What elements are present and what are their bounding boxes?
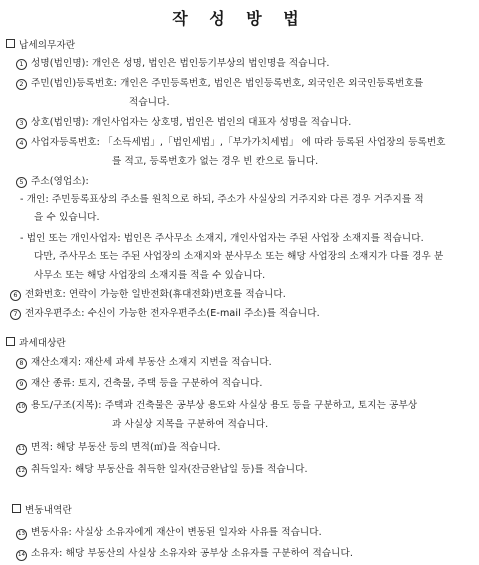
list-item: 9 재산 종류: 토지, 건축물, 주택 등을 구분하여 적습니다. <box>16 377 263 390</box>
circled-number: 6 <box>10 290 21 301</box>
section-heading-taxpayer: 납세의무자란 <box>6 39 75 52</box>
list-item: 2 주민(법인)등록번호: 개인은 주민등록번호, 법인은 법인등록번호, 외국인은 외국인등록번호를 <box>16 77 423 90</box>
circled-number: 7 <box>10 309 21 320</box>
list-item: 7 전자우편주소: 수신이 가능한 전자우편주소(E-mail 주소)를 적습니다. <box>10 307 320 320</box>
checkbox-square-icon <box>6 337 15 346</box>
circled-number: 4 <box>16 138 27 149</box>
list-item: 11 면적: 해당 부동산 등의 면적(㎡)을 적습니다. <box>18 442 221 453</box>
list-item-continuation: 적습니다. <box>129 97 170 108</box>
list-item: 14 소유자: 해당 부동산의 사실상 소유자와 공부상 소유자를 구분하여 적습니다. <box>18 548 354 559</box>
list-item: 6 전화번호: 연락이 가능한 일반전화(휴대전화)번호를 적습니다. <box>10 288 286 301</box>
page-title: 작 성 방 법 <box>172 9 307 28</box>
circled-number: 14 <box>16 550 27 561</box>
sub-item-continuation: 다만, 주사무소 또는 주된 사업장의 소재지와 분사무소 또는 해당 사업장의 소재지가 다를 경우 분 <box>34 251 444 262</box>
sub-item-corporation: - 법인 또는 개인사업자: 법인은 주사무소 소재지, 개인사업자는 주된 사업장 소재지를 적습니다. <box>20 233 424 244</box>
sub-item-individual: - 개인: 주민등록표상의 주소를 원칙으로 하되, 주소가 사실상의 거주지와 다른 경우 거주지를 적 <box>20 194 424 205</box>
circled-number: 10 <box>16 402 27 413</box>
list-item: 10 용도/구조(지목): 주택과 건축물은 공부상 용도와 사실상 용도 등을 구분하고, 토지는 공부상 <box>18 400 418 411</box>
circled-number: 2 <box>16 79 27 90</box>
circled-number: 11 <box>16 444 27 455</box>
list-item-continuation: 를 적고, 등록번호가 없는 경우 빈 칸으로 둡니다. <box>112 156 319 167</box>
circled-number: 13 <box>16 529 27 540</box>
circled-number: 12 <box>16 466 27 477</box>
section-heading-change-history: 변동내역란 <box>12 504 72 517</box>
section-heading-tax-object: 과세대상란 <box>6 337 66 350</box>
list-item: 3 상호(법인명): 개인사업자는 상호명, 법인은 법인의 대표자 성명을 적습니다. <box>16 116 351 129</box>
sub-item-continuation: 사무소 또는 해당 사업장의 소재지를 적을 수 있습니다. <box>34 270 266 281</box>
list-item: 4 사업자등록번호: 「소득세법」,「법인세법」,「부가가치세법」 에 따라 등록된 사업장의 등록번호 <box>16 136 446 149</box>
list-item: 12 취득일자: 해당 부동산을 취득한 일자(잔금완납일 등)를 적습니다. <box>18 464 308 475</box>
list-item-continuation: 과 사실상 지목을 구분하여 적습니다. <box>112 419 269 430</box>
circled-number: 3 <box>16 118 27 129</box>
list-item: 1 성명(법인명): 개인은 성명, 법인은 법인등기부상의 법인명을 적습니다. <box>16 57 330 70</box>
circled-number: 5 <box>16 177 27 188</box>
sub-item-continuation: 을 수 있습니다. <box>34 212 100 223</box>
list-item: 13 변동사유: 사실상 소유자에게 재산이 변동된 일자와 사유를 적습니다. <box>18 527 322 538</box>
list-item: 5 주소(영업소): <box>16 175 89 188</box>
checkbox-square-icon <box>12 504 21 513</box>
circled-number: 1 <box>16 59 27 70</box>
checkbox-square-icon <box>6 39 15 48</box>
list-item: 8 재산소재지: 재산세 과세 부동산 소재지 지번을 적습니다. <box>16 356 272 369</box>
circled-number: 8 <box>16 358 27 369</box>
circled-number: 9 <box>16 379 27 390</box>
